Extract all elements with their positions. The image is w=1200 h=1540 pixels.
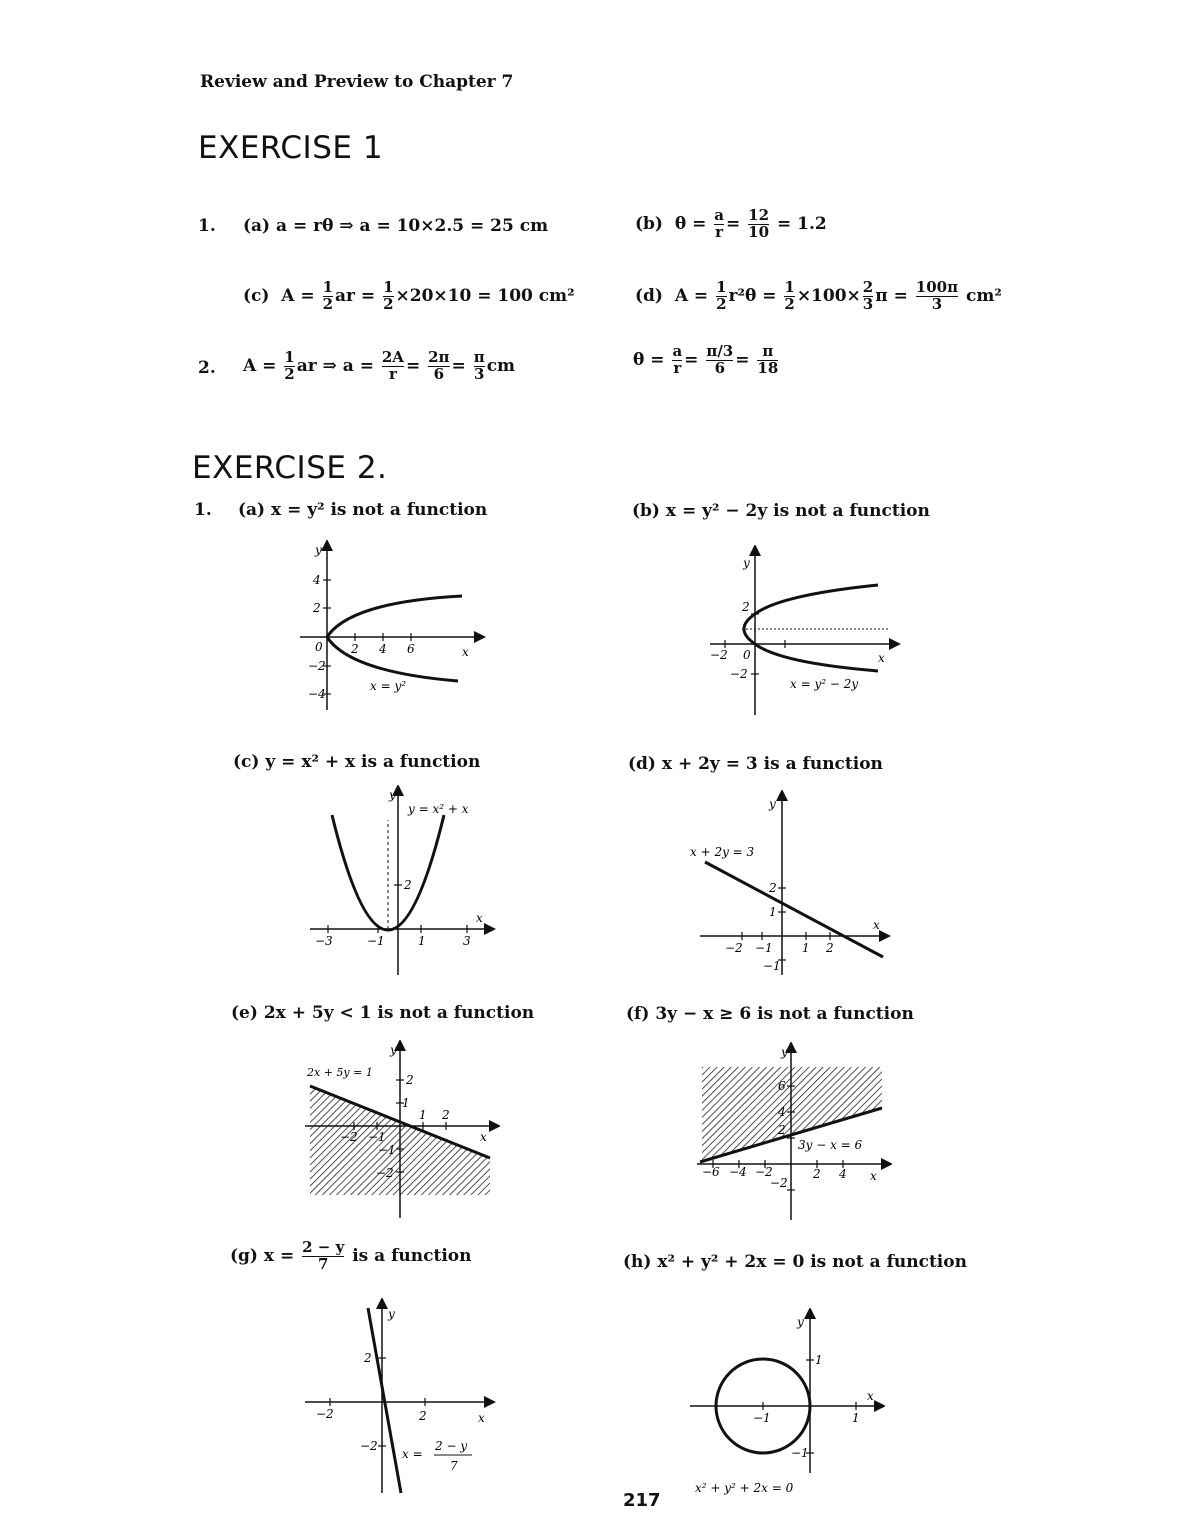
tick-label: −6 [702,1165,720,1179]
tick-label: 2 [769,881,777,895]
tick-label: 0 [315,640,323,654]
ex1-q1b: (b) θ = $\frac{a}{r}$ = $\frac{12}{10}$ = 1.2 [635,206,827,241]
tick-label: −1 [763,959,781,973]
ex1-q2-number: 2. [198,358,216,378]
tick-label: −2 [360,1439,378,1453]
graph-b [700,545,910,720]
tick-label: 2 [826,941,834,955]
tick-label: 2 [778,1123,786,1137]
tick-label: 4 [313,573,321,587]
curve-label-numerator: 2 − y [435,1439,468,1453]
curve-label: 2x + 5y = 1 [307,1066,373,1079]
ex2-label-h: (h) x² + y² + 2x = 0 is not a function [623,1252,967,1272]
tick-label: 6 [407,642,415,656]
ex2-q1-number: 1. [194,500,212,520]
tick-label: −1 [791,1446,809,1460]
curve-label: x = y² [370,679,407,693]
x-axis-label: x [480,1130,487,1144]
tick-label: 2 [404,878,412,892]
tick-label: −1 [378,1143,396,1157]
tick-label: 1 [419,1108,427,1122]
graph-g [300,1298,500,1498]
curve-label: x = [402,1447,423,1461]
tick-label: 1 [852,1411,860,1425]
x-axis-label: x [873,918,880,932]
ex2-label-g: (g) x = $\frac{2 - y}{7}$ is a function [230,1238,472,1273]
y-axis-label: y [315,543,322,557]
tick-label: 4 [778,1105,786,1119]
y-axis-label: y [389,788,396,802]
y-axis-label: y [781,1045,788,1059]
tick-label: 2 [351,642,359,656]
tick-label: 4 [379,642,387,656]
tick-label: 4 [839,1167,847,1181]
graph-d [685,790,895,980]
x-axis-label: x [478,1411,485,1425]
tick-label: −3 [315,934,333,948]
tick-label: −2 [308,659,326,673]
curve-upper [327,596,462,637]
y-axis-label: y [743,556,750,570]
tick-label: −1 [367,934,385,948]
curve-label-denominator: 7 [450,1459,458,1473]
tick-label: 6 [778,1079,786,1093]
ex2-label-a: (a) x = y² is not a function [238,500,488,520]
tick-label: 1 [802,941,810,955]
x-axis-label: x [878,651,885,665]
y-axis-label: y [769,797,776,811]
tick-label: −2 [316,1407,334,1421]
ex2-label-b: (b) x = y² − 2y is not a function [632,501,930,521]
ex2-label-c: (c) y = x² + x is a function [233,752,481,772]
exercise-2-heading: EXERCISE 2. [192,450,388,486]
tick-label: 2 [442,1108,450,1122]
curve-label: y = x² + x [408,802,469,816]
tick-label: 2 [364,1351,372,1365]
tick-label: −1 [755,941,773,955]
ex1-q2: A = $\frac{1}{2}$ ar ⇒ a = $\frac{2A}{r}$ = $\frac{2\pi}{6}$ = $\frac{\pi}{3}$ cm [243,348,516,383]
tick-label: −4 [308,687,326,701]
graph-c [305,785,505,980]
exercise-1-heading: EXERCISE 1 [198,130,384,166]
curve-lower [327,637,458,681]
running-header: Review and Preview to Chapter 7 [200,72,514,92]
tick-label: 2 [419,1409,427,1423]
tick-label: 2 [813,1167,821,1181]
x-axis-label: x [476,911,483,925]
graph-h [685,1308,885,1508]
tick-label: 2 [313,601,321,615]
curve-label: 3y − x = 6 [798,1138,863,1152]
tick-label: −1 [368,1130,386,1144]
x-axis-label: x [870,1169,877,1183]
ex2-label-d: (d) x + 2y = 3 is a function [628,754,883,774]
line-g [368,1308,401,1493]
tick-label: −1 [753,1411,771,1425]
ex1-q1d: (d) A = $\frac{1}{2}$ r²θ = $\frac{1}{2}$ ×100× $\frac{2}{3}$ π = $\frac{100\pi}{3}$ cm² [635,278,1002,313]
tick-label: 1 [815,1353,823,1367]
y-axis-label: y [797,1315,804,1329]
curve-label: x² + y² + 2x = 0 [695,1481,794,1495]
y-axis-label: y [390,1043,397,1057]
graph-e [300,1040,500,1220]
tick-label: −2 [730,667,748,681]
ex1-q1c: (c) A = $\frac{1}{2}$ ar = $\frac{1}{2}$ ×20×10 = 100 cm² [243,278,575,313]
x-axis-label: x [462,645,469,659]
curve-label: x + 2y = 3 [690,845,755,859]
curve-upper [744,585,878,644]
x-axis-label: x [867,1389,874,1403]
tick-label: −2 [770,1176,788,1190]
tick-label: −2 [340,1130,358,1144]
tick-label: −2 [725,941,743,955]
curve-lower [755,644,878,671]
page-number: 217 [623,1490,661,1511]
ex1-q2-theta: θ = $\frac{a}{r}$ = $\frac{\pi/3}{6}$ = $\frac{\pi}{18}$ [633,342,779,377]
tick-label: 2 [406,1073,414,1087]
tick-label: −2 [710,648,728,662]
tick-label: 3 [463,934,471,948]
tick-label: 0 [743,648,751,662]
tick-label: 1 [769,905,777,919]
graph-a [290,540,500,715]
tick-label: 1 [402,1096,410,1110]
tick-label: −4 [729,1165,747,1179]
ex2-label-e: (e) 2x + 5y < 1 is not a function [231,1003,535,1023]
graph-f [692,1042,892,1222]
tick-label: −2 [376,1166,394,1180]
curve-label: x = y² − 2y [790,677,859,691]
ex1-q1a: (a) a = rθ ⇒ a = 10×2.5 = 25 cm [243,216,549,236]
tick-label: 2 [742,600,750,614]
ex2-label-f: (f) 3y − x ≥ 6 is not a function [626,1004,914,1024]
ex1-q1-number: 1. [198,216,216,236]
tick-label: 1 [418,934,426,948]
y-axis-label: y [388,1307,395,1321]
tick-label: −2 [755,1165,773,1179]
